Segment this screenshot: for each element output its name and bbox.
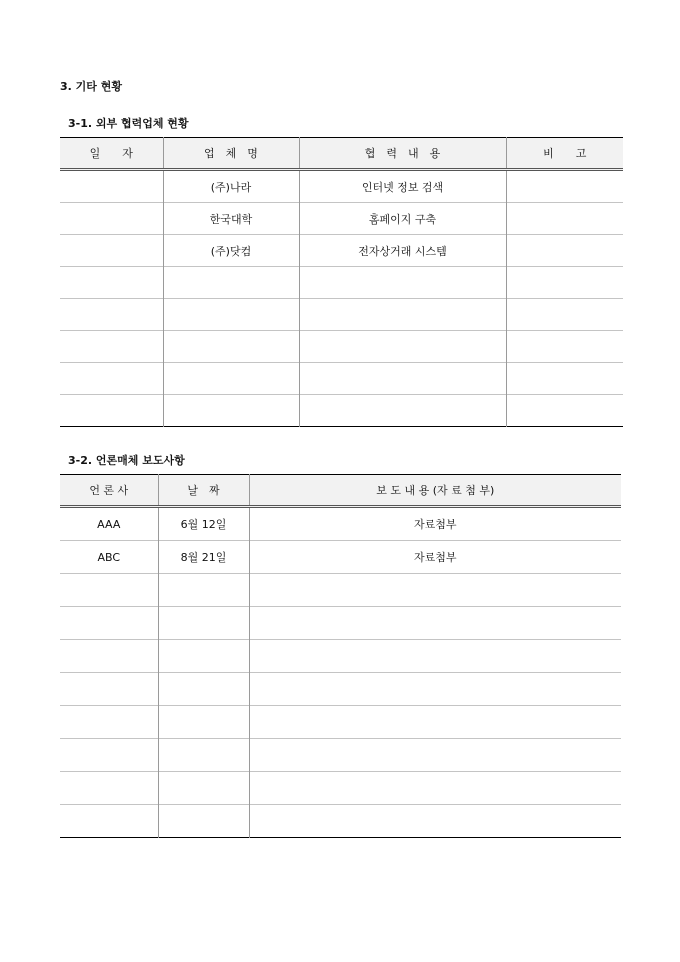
media-cell-outlet: [60, 739, 158, 772]
partners-header-note: 비 고: [506, 138, 623, 170]
partners-title: 3-1. 외부 협력업체 현황: [68, 117, 189, 130]
partners-cell-date: [60, 331, 163, 363]
media-cell-date: [158, 574, 249, 607]
partners-header-company: 업 체 명: [163, 138, 299, 170]
media-cell-date: 8월 21일: [158, 541, 249, 574]
table-row: [60, 706, 621, 739]
partners-cell-date: [60, 235, 163, 267]
partners-cell-content: 홈페이지 구축: [299, 203, 506, 235]
media-cell-date: [158, 607, 249, 640]
media-cell-content: [249, 673, 621, 706]
partners-cell-content: [299, 331, 506, 363]
table-row: [60, 363, 623, 395]
media-cell-outlet: [60, 772, 158, 805]
partners-cell-note: [506, 203, 623, 235]
media-table: [60, 474, 621, 838]
media-cell-content: [249, 640, 621, 673]
partners-cell-content: [299, 363, 506, 395]
table-row: [60, 607, 621, 640]
partners-cell-date: [60, 363, 163, 395]
partners-cell-company: (주)나라: [163, 170, 299, 203]
media-cell-outlet: [60, 607, 158, 640]
partners-cell-note: [506, 170, 623, 203]
media-cell-date: [158, 640, 249, 673]
partners-table: [60, 137, 623, 427]
partners-cell-note: [506, 267, 623, 299]
media-cell-content: [249, 772, 621, 805]
media-header-content: 보 도 내 용 (자 료 첨 부): [249, 475, 621, 507]
media-cell-content: 자료첨부: [249, 507, 621, 541]
partners-cell-company: [163, 267, 299, 299]
partners-cell-note: [506, 363, 623, 395]
partners-cell-note: [506, 395, 623, 427]
partners-cell-date: [60, 267, 163, 299]
partners-cell-date: [60, 395, 163, 427]
media-cell-date: [158, 706, 249, 739]
media-cell-date: [158, 673, 249, 706]
table-row: [60, 772, 621, 805]
partners-header-content: 협 력 내 용: [299, 138, 506, 170]
table-row: [60, 299, 623, 331]
partners-cell-company: [163, 363, 299, 395]
partners-cell-content: [299, 299, 506, 331]
media-cell-outlet: [60, 706, 158, 739]
table-row: [60, 541, 621, 574]
partners-cell-date: [60, 170, 163, 203]
partners-cell-content: 전자상거래 시스템: [299, 235, 506, 267]
media-title: 3-2. 언론매체 보도사항: [68, 454, 185, 467]
table-row: [60, 331, 623, 363]
partners-cell-note: [506, 299, 623, 331]
media-cell-outlet: [60, 673, 158, 706]
media-cell-content: [249, 607, 621, 640]
table-row: [60, 235, 623, 267]
partners-cell-content: 인터넷 정보 검색: [299, 170, 506, 203]
partners-cell-company: [163, 331, 299, 363]
media-cell-outlet: AAA: [97, 517, 121, 531]
partners-cell-company: 한국대학: [163, 203, 299, 235]
partners-cell-company: [163, 299, 299, 331]
media-header-date: 날 짜: [158, 475, 249, 507]
partners-cell-content: [299, 267, 506, 299]
partners-header-date: 일 자: [60, 138, 163, 170]
media-cell-outlet: [60, 574, 158, 607]
media-cell-date: [158, 805, 249, 838]
media-cell-date: [158, 739, 249, 772]
partners-cell-content: [299, 395, 506, 427]
partners-cell-date: [60, 299, 163, 331]
media-header-outlet: 언 론 사: [60, 475, 158, 507]
table-row: [60, 267, 623, 299]
media-cell-content: [249, 805, 621, 838]
media-cell-content: [249, 574, 621, 607]
media-cell-date: [158, 772, 249, 805]
media-cell-outlet: [60, 805, 158, 838]
media-cell-date: 6월 12일: [158, 507, 249, 541]
media-cell-outlet: ABC: [60, 541, 158, 574]
partners-cell-note: [506, 331, 623, 363]
table-row: [60, 640, 621, 673]
partners-cell-company: (주)닷컴: [163, 235, 299, 267]
table-row: [60, 673, 621, 706]
partners-header-row: [60, 138, 623, 170]
media-cell-content: 자료첨부: [249, 541, 621, 574]
table-row: [60, 805, 621, 838]
partners-cell-company: [163, 395, 299, 427]
partners-cell-date: [60, 203, 163, 235]
table-row: [60, 507, 621, 541]
table-row: [60, 203, 623, 235]
table-row: [60, 739, 621, 772]
table-row: [60, 395, 623, 427]
partners-cell-note: [506, 235, 623, 267]
section-title: 3. 기타 현황: [60, 80, 122, 93]
table-row: [60, 574, 621, 607]
media-header-row: [60, 475, 621, 507]
media-cell-outlet: [60, 640, 158, 673]
media-cell-content: [249, 739, 621, 772]
table-row: [60, 170, 623, 203]
media-cell-content: [249, 706, 621, 739]
